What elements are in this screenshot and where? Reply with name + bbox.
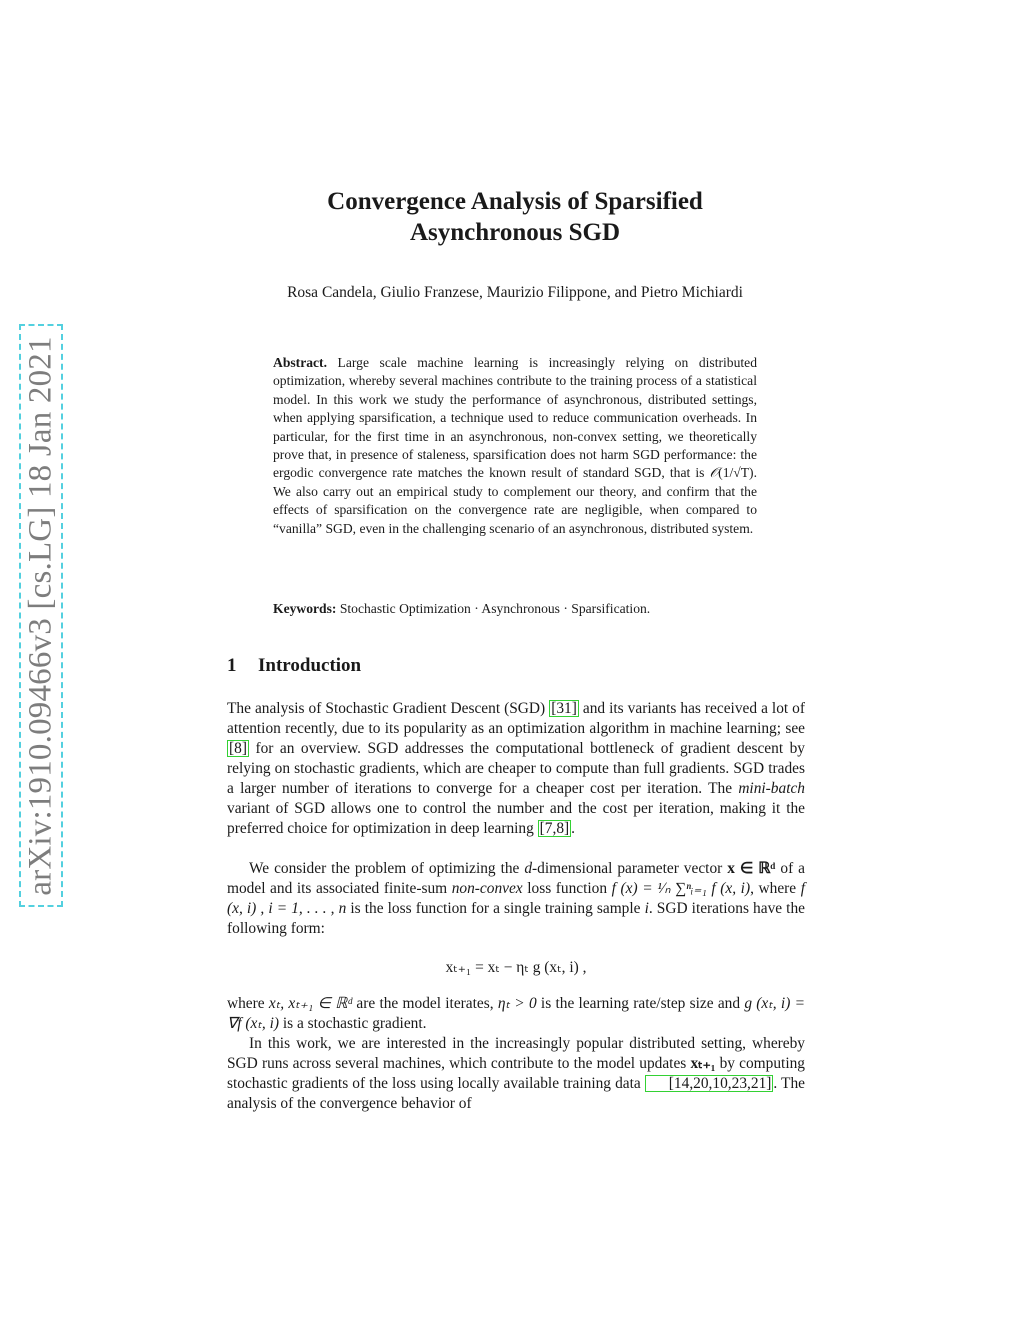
p3-gradient: g (xₜ, i) = ∇f (xₜ, i): [227, 995, 805, 1032]
convergence-rate: (1/√T): [718, 465, 754, 481]
p4-x-symbol: xₜ₊₁: [690, 1055, 716, 1072]
abstract-text-a: Large scale machine learning is increasingly relying on distributed optimization, whereby several machines contribute to the training process of a statistical model. In this work we study the performance of asynchronous, distributed settings, when applying sparsification, a technique used to reduce communication overheads. In particular, for the first time in an asynchronous, non-convex setting, we theoretically prove that, in presence of staleness, sparsification does not harm SGD performance: the ergodic convergence rate matches the known result of standard SGD, that is: [273, 355, 757, 481]
p2-x-symbol: x ∈ ℝᵈ: [727, 860, 776, 877]
rate-expression: 1/√T: [722, 465, 750, 481]
p2-emphasis: non-convex: [451, 880, 523, 897]
keywords-label: Keywords:: [273, 601, 337, 616]
author-list: Rosa Candela, Giulio Franzese, Maurizio Filippone, and Pietro Michiardi: [287, 284, 743, 301]
arxiv-identifier: arXiv:1910.09466v3 [cs.LG] 18 Jan 2021: [22, 335, 59, 896]
p2-text-j: . SGD iterations have the following form:: [227, 900, 805, 937]
p1-text-c: for an overview. SGD addresses the computational bottleneck of gradient descent by relying on stochastic gradients, which are cheaper to compute than full gradients. SGD trades a larger number of iterations to converge for a cheaper cost per iteration. The: [227, 740, 805, 797]
section-title: Introduction: [258, 655, 362, 676]
p1-emphasis: mini-batch: [738, 780, 805, 797]
paper-title: [200, 186, 830, 248]
intro-paragraph-3: [227, 994, 805, 1034]
intro-paragraph-1: [227, 699, 805, 839]
big-o-symbol: 𝒪: [709, 465, 719, 481]
p3-text-b: are the model iterates,: [352, 995, 498, 1012]
p2-text-g: , where: [750, 880, 801, 897]
sgd-update-equation: xₜ₊₁ = xₜ − ηₜ g (xₜ, i) ,: [445, 959, 587, 976]
p3-text-a: where: [227, 995, 269, 1012]
title-line-1: Convergence Analysis of Sparsified: [327, 188, 703, 215]
citation-link-31[interactable]: [31]: [551, 700, 577, 717]
p2-text-c: of a model and its associated finite-sum: [227, 860, 805, 897]
p2-text-a: We consider the problem of optimizing the: [249, 860, 525, 877]
p2-text-b: -dimensional parameter vector: [532, 860, 728, 877]
keywords: [273, 601, 757, 617]
p4-text-b: by computing stochastic gradients of the loss using locally available training data: [227, 1055, 805, 1092]
keywords-text: Stochastic Optimization · Asynchronous · Sparsification.: [339, 601, 651, 616]
p3-text-c: is the learning rate/step size and: [536, 995, 745, 1012]
intro-paragraph-4: [227, 1034, 805, 1114]
section-heading: [227, 655, 361, 677]
intro-paragraph-2: [227, 859, 805, 939]
abstract-text-b: . We also carry out an empirical study to complement our theory, and confirm that the effects of sparsification on the convergence rate are negligible, when compared to “vanilla” SGD, even in the challenging scenario of an asynchronous, distributed system.: [273, 465, 757, 536]
p3-iterates: xₜ, xₜ₊₁ ∈ ℝᵈ: [268, 995, 353, 1012]
p4-text-c: . The analysis of the convergence behavior of: [227, 1075, 805, 1112]
p2-text-h: is the loss function for a single training sample: [346, 900, 645, 917]
citation-link-7-8[interactable]: [7,8]: [539, 820, 570, 837]
citation-link-8[interactable]: [8]: [229, 740, 247, 757]
p1-text-d: variant of SGD allows one to control the number and the cost per iteration, making it the preferred choice for optimization in deep learning: [227, 800, 805, 837]
p1-text-b: and its variants has received a lot of attention recently, due to its popularity as an optimization algorithm in machine learning; see: [227, 700, 806, 737]
abstract: [273, 354, 757, 538]
arxiv-sidebar-stamp[interactable]: [19, 324, 63, 907]
p2-i-symbol: i: [644, 900, 649, 917]
p3-learning-rate: ηₜ > 0: [497, 995, 537, 1012]
p1-text-e: .: [571, 820, 576, 837]
p2-text-f: loss function: [522, 880, 612, 897]
p4-text-a: In this work, we are interested in the increasingly popular distributed setting, whereby SGD runs across several machines, which contribute to the model updates: [227, 1035, 805, 1072]
abstract-label: Abstract.: [273, 355, 327, 370]
section-number: 1: [227, 655, 237, 676]
p2-loss-formula: f (x) = ¹⁄ₙ ∑ⁿᵢ₌₁ f (x, i): [611, 880, 751, 897]
p2-d-symbol: d: [524, 860, 533, 877]
p2-index-formula: f (x, i) , i = 1, . . . , n: [227, 880, 806, 917]
citation-link-group[interactable]: [14,20,10,23,21]: [645, 1075, 774, 1092]
title-line-2: Asynchronous SGD: [409, 219, 621, 246]
p1-text-a: The analysis of Stochastic Gradient Descent (SGD): [227, 700, 550, 717]
p3-text-d: is a stochastic gradient.: [279, 1015, 427, 1032]
